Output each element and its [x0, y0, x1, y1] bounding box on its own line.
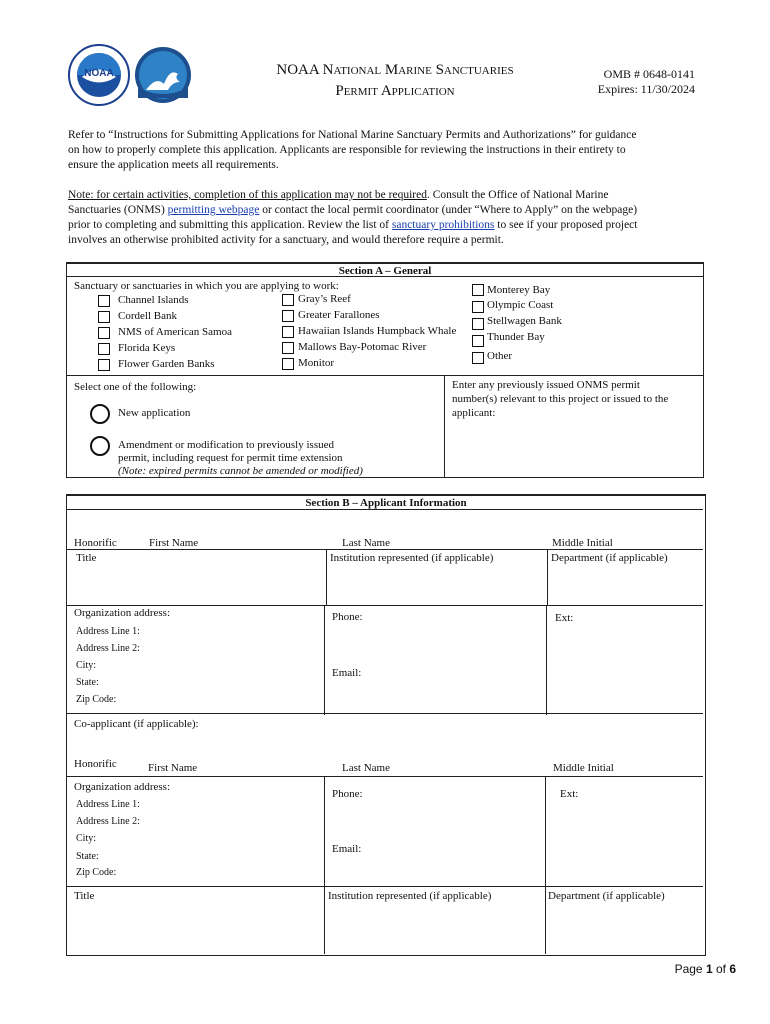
co-middle-initial-label: Middle Initial — [553, 762, 614, 774]
address-line2-label: Address Line 2: — [76, 643, 140, 654]
american-samoa-label: NMS of American Samoa — [118, 326, 232, 338]
flower-garden-banks-label: Flower Garden Banks — [118, 358, 215, 370]
section-a-title: Section A – General — [338, 265, 432, 277]
channel-islands-label: Channel Islands — [118, 294, 189, 306]
department-label: Department (if applicable) — [551, 552, 668, 564]
other-checkbox[interactable] — [472, 352, 484, 364]
co-first-name-label: First Name — [148, 762, 198, 774]
middle-initial-label: Middle Initial — [552, 537, 613, 549]
amendment-note: (Note: expired permits cannot be amended or modified) — [118, 465, 363, 477]
zip-code-label: Zip Code: — [76, 694, 117, 705]
permitting-webpage-link[interactable]: permitting webpage — [167, 204, 260, 216]
intro-paragraph — [68, 128, 708, 173]
intro-line: ensure the application meets all requirements. — [68, 159, 279, 171]
co-zip-code-label: Zip Code: — [76, 867, 117, 878]
page-total: 6 — [729, 962, 736, 976]
new-application-label: New application — [118, 407, 191, 419]
previous-permit-label-3: applicant: — [452, 407, 496, 419]
of-word: of — [712, 962, 730, 976]
note-text: or contact the local permit coordinator (under “Where to Apply” on the webpage) — [259, 204, 638, 216]
co-honorific-label: Honorific — [74, 758, 117, 770]
previous-permit-label-2: number(s) relevant to this project or issued to the — [452, 393, 669, 405]
note-underlined: Note: for certain activities, completion of this application may not be required — [68, 189, 427, 201]
honorific-label: Honorific — [74, 537, 117, 549]
address-line1-label: Address Line 1: — [76, 626, 140, 637]
expiration-date: Expires: 11/30/2024 — [597, 82, 695, 96]
co-city-label: City: — [76, 833, 97, 844]
olympic-coast-checkbox[interactable] — [472, 301, 484, 313]
other-label: Other — [487, 350, 513, 362]
co-address-line2-label: Address Line 2: — [76, 816, 140, 827]
org-address-label: Organization address: — [74, 607, 171, 619]
intro-line: on how to properly complete this application. Applicants are responsible for reviewing the instructions in their entirety to — [68, 144, 626, 156]
omb-number: OMB # 0648-0141 — [603, 67, 695, 81]
channel-islands-checkbox[interactable] — [98, 295, 110, 307]
flower-garden-banks-checkbox[interactable] — [98, 359, 110, 371]
page-current: 1 — [705, 962, 713, 976]
co-department-label: Department (if applicable) — [548, 890, 665, 902]
mallows-bay-label: Mallows Bay-Potomac River — [298, 341, 427, 353]
page-number — [600, 962, 736, 976]
monterey-bay-label: Monterey Bay — [487, 284, 551, 296]
stellwagen-bank-checkbox[interactable] — [472, 318, 484, 330]
american-samoa-checkbox[interactable] — [98, 327, 110, 339]
thunder-bay-label: Thunder Bay — [487, 331, 545, 343]
sanctuary-prohibitions-link[interactable]: sanctuary prohibitions — [391, 219, 495, 231]
first-name-label: First Name — [149, 537, 199, 549]
co-state-label: State: — [76, 851, 99, 862]
section-b-title: Section B – Applicant Information — [305, 497, 467, 509]
note-rest: . Consult the Office of National Marine — [426, 189, 609, 201]
intro-line: Refer to “Instructions for Submitting Applications for National Marine Sanctuary Permits and Authorizations” for guidance — [68, 129, 637, 141]
note-text: Sanctuaries (ONMS) — [68, 204, 168, 216]
monterey-bay-checkbox[interactable] — [472, 284, 484, 296]
phone-label: Phone: — [332, 611, 363, 623]
form-title-line2: Permit Application — [335, 83, 455, 99]
email-label: Email: — [332, 667, 362, 679]
cordell-bank-label: Cordell Bank — [118, 310, 177, 322]
institution-label: Institution represented (if applicable) — [330, 552, 494, 564]
ext-label: Ext: — [555, 612, 574, 624]
cordell-bank-checkbox[interactable] — [98, 311, 110, 323]
hawaiian-islands-checkbox[interactable] — [282, 326, 294, 338]
co-phone-label: Phone: — [332, 788, 363, 800]
florida-keys-checkbox[interactable] — [98, 343, 110, 355]
state-label: State: — [76, 677, 99, 688]
amendment-radio[interactable] — [90, 436, 110, 456]
grays-reef-label: Gray’s Reef — [298, 293, 351, 305]
co-org-address-label: Organization address: — [74, 781, 171, 793]
select-one-label: Select one of the following: — [74, 381, 197, 393]
previous-permit-label-1: Enter any previously issued ONMS permit — [452, 379, 640, 391]
co-address-line1-label: Address Line 1: — [76, 799, 140, 810]
amendment-label-line2: permit, including request for permit time extension — [118, 452, 343, 464]
title-label: Title — [76, 552, 97, 564]
note-text: to see if your proposed project — [494, 219, 638, 231]
city-label: City: — [76, 660, 97, 671]
new-application-radio[interactable] — [90, 404, 110, 424]
mallows-bay-checkbox[interactable] — [282, 342, 294, 354]
noaa-logo — [68, 44, 130, 106]
florida-keys-label: Florida Keys — [118, 342, 176, 354]
monitor-checkbox[interactable] — [282, 358, 294, 370]
grays-reef-checkbox[interactable] — [282, 294, 294, 306]
noaa-logo-text: NOAA — [84, 68, 114, 79]
hawaiian-islands-label: Hawaiian Islands Humpback Whale — [298, 325, 457, 337]
note-paragraph — [68, 188, 708, 248]
amendment-label-line1: Amendment or modification to previously issued — [118, 439, 334, 451]
co-institution-label: Institution represented (if applicable) — [328, 890, 492, 902]
note-text: involves an otherwise prohibited activity for a sanctuary, and would therefore require a permit. — [68, 234, 504, 246]
previous-permit-input[interactable] — [448, 420, 700, 474]
sanctuary-prompt: Sanctuary or sanctuaries in which you are applying to work: — [74, 280, 339, 292]
thunder-bay-checkbox[interactable] — [472, 335, 484, 347]
note-text: prior to completing and submitting this application. Review the list of — [68, 219, 392, 231]
stellwagen-bank-label: Stellwagen Bank — [487, 315, 562, 327]
greater-farallones-checkbox[interactable] — [282, 310, 294, 322]
co-title-label: Title — [74, 890, 95, 902]
olympic-coast-label: Olympic Coast — [487, 299, 554, 311]
sanctuaries-logo — [134, 46, 192, 104]
form-title-line1: NOAA National Marine Sanctuaries — [276, 62, 514, 78]
coapplicant-label: Co-applicant (if applicable): — [74, 718, 199, 730]
co-last-name-label: Last Name — [342, 762, 390, 774]
monitor-label: Monitor — [298, 357, 335, 369]
co-email-label: Email: — [332, 843, 362, 855]
page-word: Page — [674, 962, 706, 976]
co-ext-label: Ext: — [560, 788, 579, 800]
greater-farallones-label: Greater Farallones — [298, 309, 380, 321]
last-name-label: Last Name — [342, 537, 390, 549]
